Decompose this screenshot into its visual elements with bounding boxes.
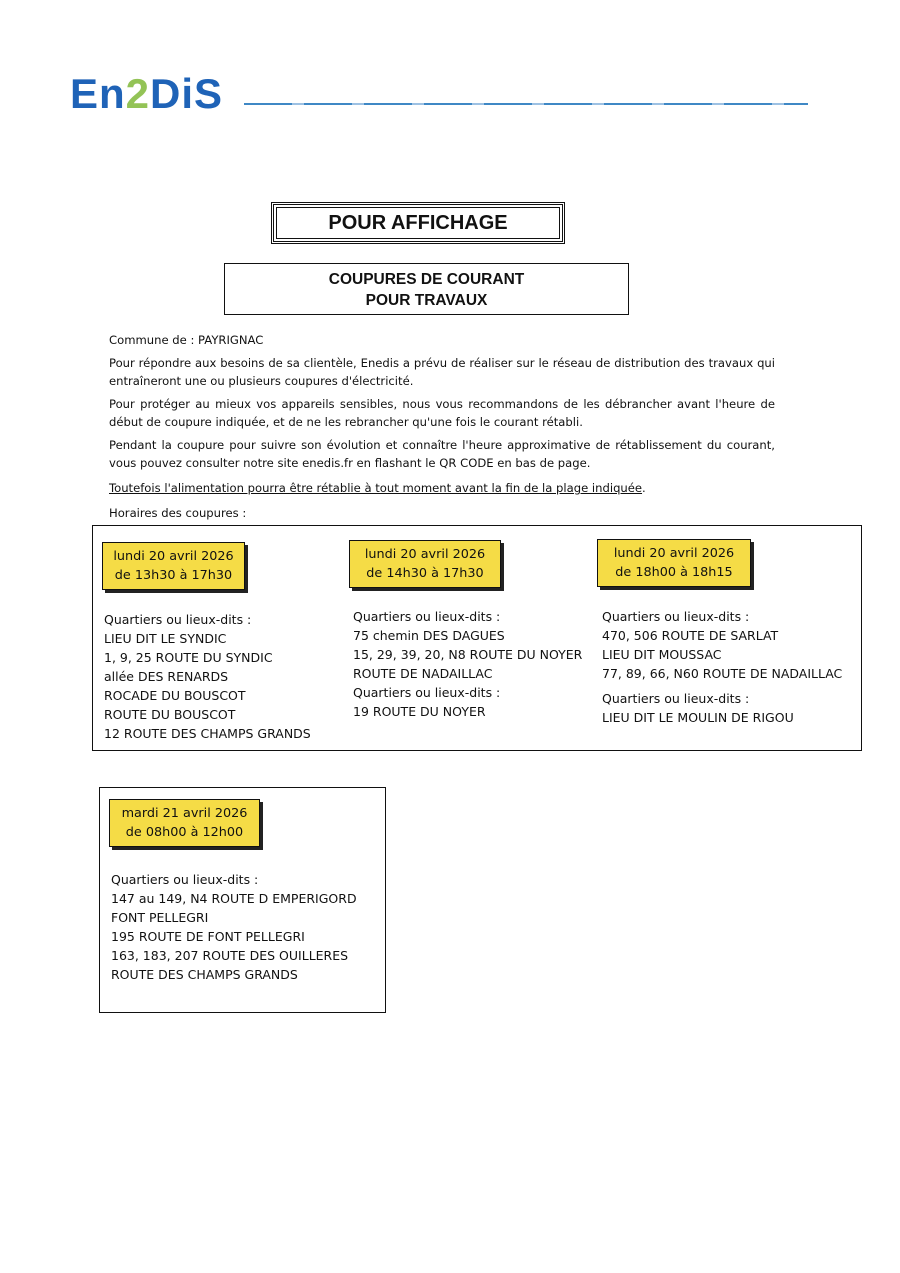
location-line: ROUTE DES CHAMPS GRANDS [111, 967, 298, 982]
page-title: POUR AFFICHAGE [328, 211, 508, 234]
location-line: 1, 9, 25 ROUTE DU SYNDIC [104, 650, 273, 665]
slot-4-locations [111, 870, 357, 984]
location-line: ROUTE DE NADAILLAC [353, 666, 493, 681]
intro-paragraph-1: Pour répondre aux besoins de sa clientèle, Enedis a prévu de réaliser sur le réseau de distribution des travaux qui entraîneront une ou plusieurs coupures d'électricité. [109, 356, 775, 388]
enedis-logo [70, 70, 223, 118]
date-badge-slot-2 [349, 540, 501, 588]
intro-paragraph-4 [109, 479, 775, 497]
location-line: 147 au 149, N4 ROUTE D EMPERIGORD [111, 891, 357, 906]
subtitle-line-2: POUR TRAVAUX [365, 292, 488, 309]
location-line: ROCADE DU BOUSCOT [104, 688, 246, 703]
slot-1-locations [104, 610, 311, 743]
header-rule [244, 103, 808, 105]
slot-time: de 14h30 à 17h30 [366, 566, 484, 581]
date-badge-slot-3 [597, 539, 751, 587]
location-line: LIEU DIT MOUSSAC [602, 647, 722, 662]
slot-date: mardi 21 avril 2026 [121, 806, 248, 821]
locations-heading: Quartiers ou lieux-dits : [111, 872, 259, 887]
date-badge-slot-1 [102, 542, 245, 590]
commune-line: Commune de : PAYRIGNAC [109, 333, 264, 347]
location-line: 77, 89, 66, N60 ROUTE DE NADAILLAC [602, 666, 843, 681]
slot-date: lundi 20 avril 2026 [113, 549, 234, 564]
intro-paragraph-2: Pour protéger au mieux vos appareils sensibles, nous vous recommandons de les débrancher avant l'heure de début de coupure indiquée, et de ne les rebrancher qu'une fois le courant rétabli. [109, 397, 775, 429]
location-line: 19 ROUTE DU NOYER [353, 704, 486, 719]
subtitle-line-1: COUPURES DE COURANT [328, 271, 525, 288]
slot-3-locations [602, 607, 842, 727]
location-line: 470, 506 ROUTE DE SARLAT [602, 628, 779, 643]
availability-note: Toutefois l'alimentation pourra être rétablie à tout moment avant la fin de la plage indiquée [109, 481, 643, 495]
slot-2-locations [353, 607, 582, 721]
availability-note-end: . [642, 481, 646, 495]
location-line: 195 ROUTE DE FONT PELLEGRI [111, 929, 305, 944]
locations-heading: Quartiers ou lieux-dits : [602, 691, 750, 706]
date-badge-slot-4 [109, 799, 260, 847]
slot-time: de 13h30 à 17h30 [114, 568, 233, 583]
locations-heading: Quartiers ou lieux-dits : [353, 609, 501, 624]
logo-text-part3: DiS [150, 70, 224, 117]
coupures-title-box [224, 263, 629, 315]
logo-text-part2: 2 [125, 70, 151, 117]
location-line: LIEU DIT LE MOULIN DE RIGOU [602, 710, 794, 725]
slot-time: de 08h00 à 12h00 [125, 825, 244, 840]
location-line: 15, 29, 39, 20, N8 ROUTE DU NOYER [353, 647, 583, 662]
location-line: 75 chemin DES DAGUES [353, 628, 505, 643]
locations-heading: Quartiers ou lieux-dits : [104, 612, 252, 627]
slot-date: lundi 20 avril 2026 [613, 546, 735, 561]
location-line: LIEU DIT LE SYNDIC [104, 631, 227, 646]
slot-time: de 18h00 à 18h15 [615, 565, 733, 580]
logo-text-part1: En [70, 70, 126, 117]
horaires-label: Horaires des coupures : [109, 506, 247, 520]
locations-heading: Quartiers ou lieux-dits : [602, 609, 750, 624]
location-line: ROUTE DU BOUSCOT [104, 707, 236, 722]
pour-affichage-title [271, 202, 565, 244]
location-line: 12 ROUTE DES CHAMPS GRANDS [104, 726, 311, 741]
location-line: allée DES RENARDS [104, 669, 229, 684]
locations-heading: Quartiers ou lieux-dits : [353, 685, 501, 700]
location-line: FONT PELLEGRI [111, 910, 209, 925]
location-line: 163, 183, 207 ROUTE DES OUILLERES [111, 948, 349, 963]
slot-date: lundi 20 avril 2026 [364, 547, 486, 562]
intro-paragraph-3: Pendant la coupure pour suivre son évolution et connaître l'heure approximative de rétablissement du courant, vous pouvez consulter notre site enedis.fr en flashant le QR CODE en bas de page. [109, 438, 775, 470]
